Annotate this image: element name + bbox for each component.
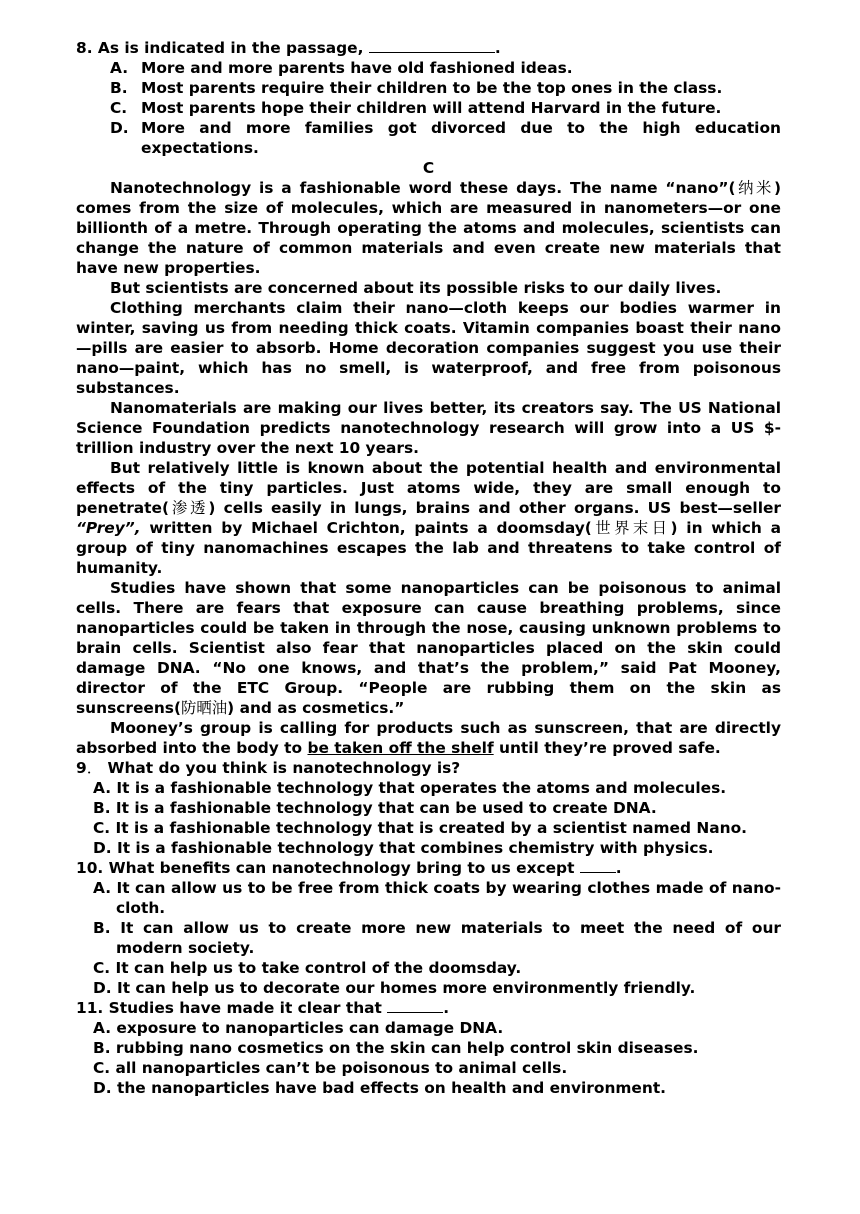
- question-11: [76, 998, 781, 1098]
- option-a[interactable]: A. It is a fashionable technology that operates the atoms and molecules.: [93, 779, 727, 797]
- option-c[interactable]: C. It is a fashionable technology that is created by a scientist named Nano.: [93, 819, 747, 837]
- paragraph: Studies have shown that some nanoparticles can be poisonous to animal cells. There are fears that exposure can cause breathing problems, since nanoparticles could be taken in through the nose, causing unknown problems to brain cells. Scientist also fear that nanoparticles placed on the skin could damage DNA. “No one knows, and that’s the problem,” said Pat Mooney, director of the ETC Group. “People are rubbing them on the skin as sunscreens(防晒油) and as cosmetics.”: [76, 579, 781, 717]
- reading-passage: [76, 178, 781, 758]
- question-11-stem: 11. Studies have made it clear that .: [76, 999, 450, 1017]
- option-a[interactable]: A. exposure to nanoparticles can damage DNA.: [93, 1019, 504, 1037]
- option-c[interactable]: C. all nanoparticles can’t be poisonous to animal cells.: [93, 1059, 568, 1077]
- paragraph: Nanotechnology is a fashionable word these days. The name “nano”(纳米) comes from the size of molecules, which are measured in nanometers—or one billionth of a metre. Through operating the atoms and molecules, scientists can change the nature of common materials and even create new materials that have new properties.: [76, 179, 781, 277]
- question-10: [76, 858, 781, 998]
- option-a[interactable]: A. It can allow us to be free from thick coats by wearing clothes made of nano-cloth.: [93, 879, 781, 917]
- option-b[interactable]: B. rubbing nano cosmetics on the skin can help control skin diseases.: [93, 1039, 699, 1057]
- option-c[interactable]: C. It can help us to take control of the doomsday.: [93, 959, 522, 977]
- option-b[interactable]: B. It is a fashionable technology that can be used to create DNA.: [93, 799, 657, 817]
- option-a[interactable]: A. More and more parents have old fashioned ideas.: [110, 59, 573, 77]
- paragraph: Clothing merchants claim their nano—cloth keeps our bodies warmer in winter, saving us from needing thick coats. Vitamin companies boast their nano—pills are easier to absorb. Home decoration companies suggest you use their nano—paint, which has no smell, is waterproof, and free from poisonous substances.: [76, 299, 781, 397]
- answer-blank[interactable]: [387, 998, 443, 1013]
- option-b[interactable]: B. It can allow us to create more new materials to meet the need of our modern society.: [93, 919, 781, 957]
- answer-blank[interactable]: [580, 858, 616, 873]
- option-d[interactable]: D. the nanoparticles have bad effects on health and environment.: [93, 1079, 667, 1097]
- book-title: “Prey”,: [76, 519, 141, 537]
- option-b[interactable]: B. Most parents require their children to be the top ones in the class.: [110, 79, 723, 97]
- paragraph: But relatively little is known about the potential health and environmental effects of the tiny particles. Just atoms wide, they are small enough to penetrate(渗透) cells easily in lungs, brains and other organs. US best—seller “Prey”, written by Michael Crichton, paints a doomsday(世界末日) in which a group of tiny nanomachines escapes the lab and threatens to take control of humanity.: [76, 459, 781, 577]
- question-8: [76, 38, 781, 158]
- question-9: [76, 758, 781, 858]
- paragraph: Nanomaterials are making our lives better, its creators say. The US National Science Foundation predicts nanotechnology research will grow into a US $-trillion industry over the next 10 years.: [76, 399, 781, 457]
- option-d[interactable]: D. It is a fashionable technology that combines chemistry with physics.: [93, 839, 714, 857]
- answer-blank[interactable]: [369, 38, 495, 53]
- paragraph: But scientists are concerned about its possible risks to our daily lives.: [110, 279, 722, 297]
- option-d[interactable]: D. More and more families got divorced due to the high education expectations.: [110, 119, 781, 157]
- question-8-stem: 8. As is indicated in the passage, .: [76, 39, 501, 57]
- option-d[interactable]: D. It can help us to decorate our homes more environmently friendly.: [93, 979, 696, 997]
- paragraph: Mooney’s group is calling for products such as sunscreen, that are directly absorbed into the body to be taken off the shelf until they’re proved safe.: [76, 719, 781, 757]
- option-c[interactable]: C. Most parents hope their children will attend Harvard in the future.: [110, 99, 722, 117]
- underlined-phrase: be taken off the shelf: [307, 739, 494, 757]
- question-10-stem: 10. What benefits can nanotechnology bring to us except .: [76, 859, 622, 877]
- question-9-stem: 9． What do you think is nanotechnology is?: [76, 759, 461, 777]
- section-heading: C: [422, 159, 435, 177]
